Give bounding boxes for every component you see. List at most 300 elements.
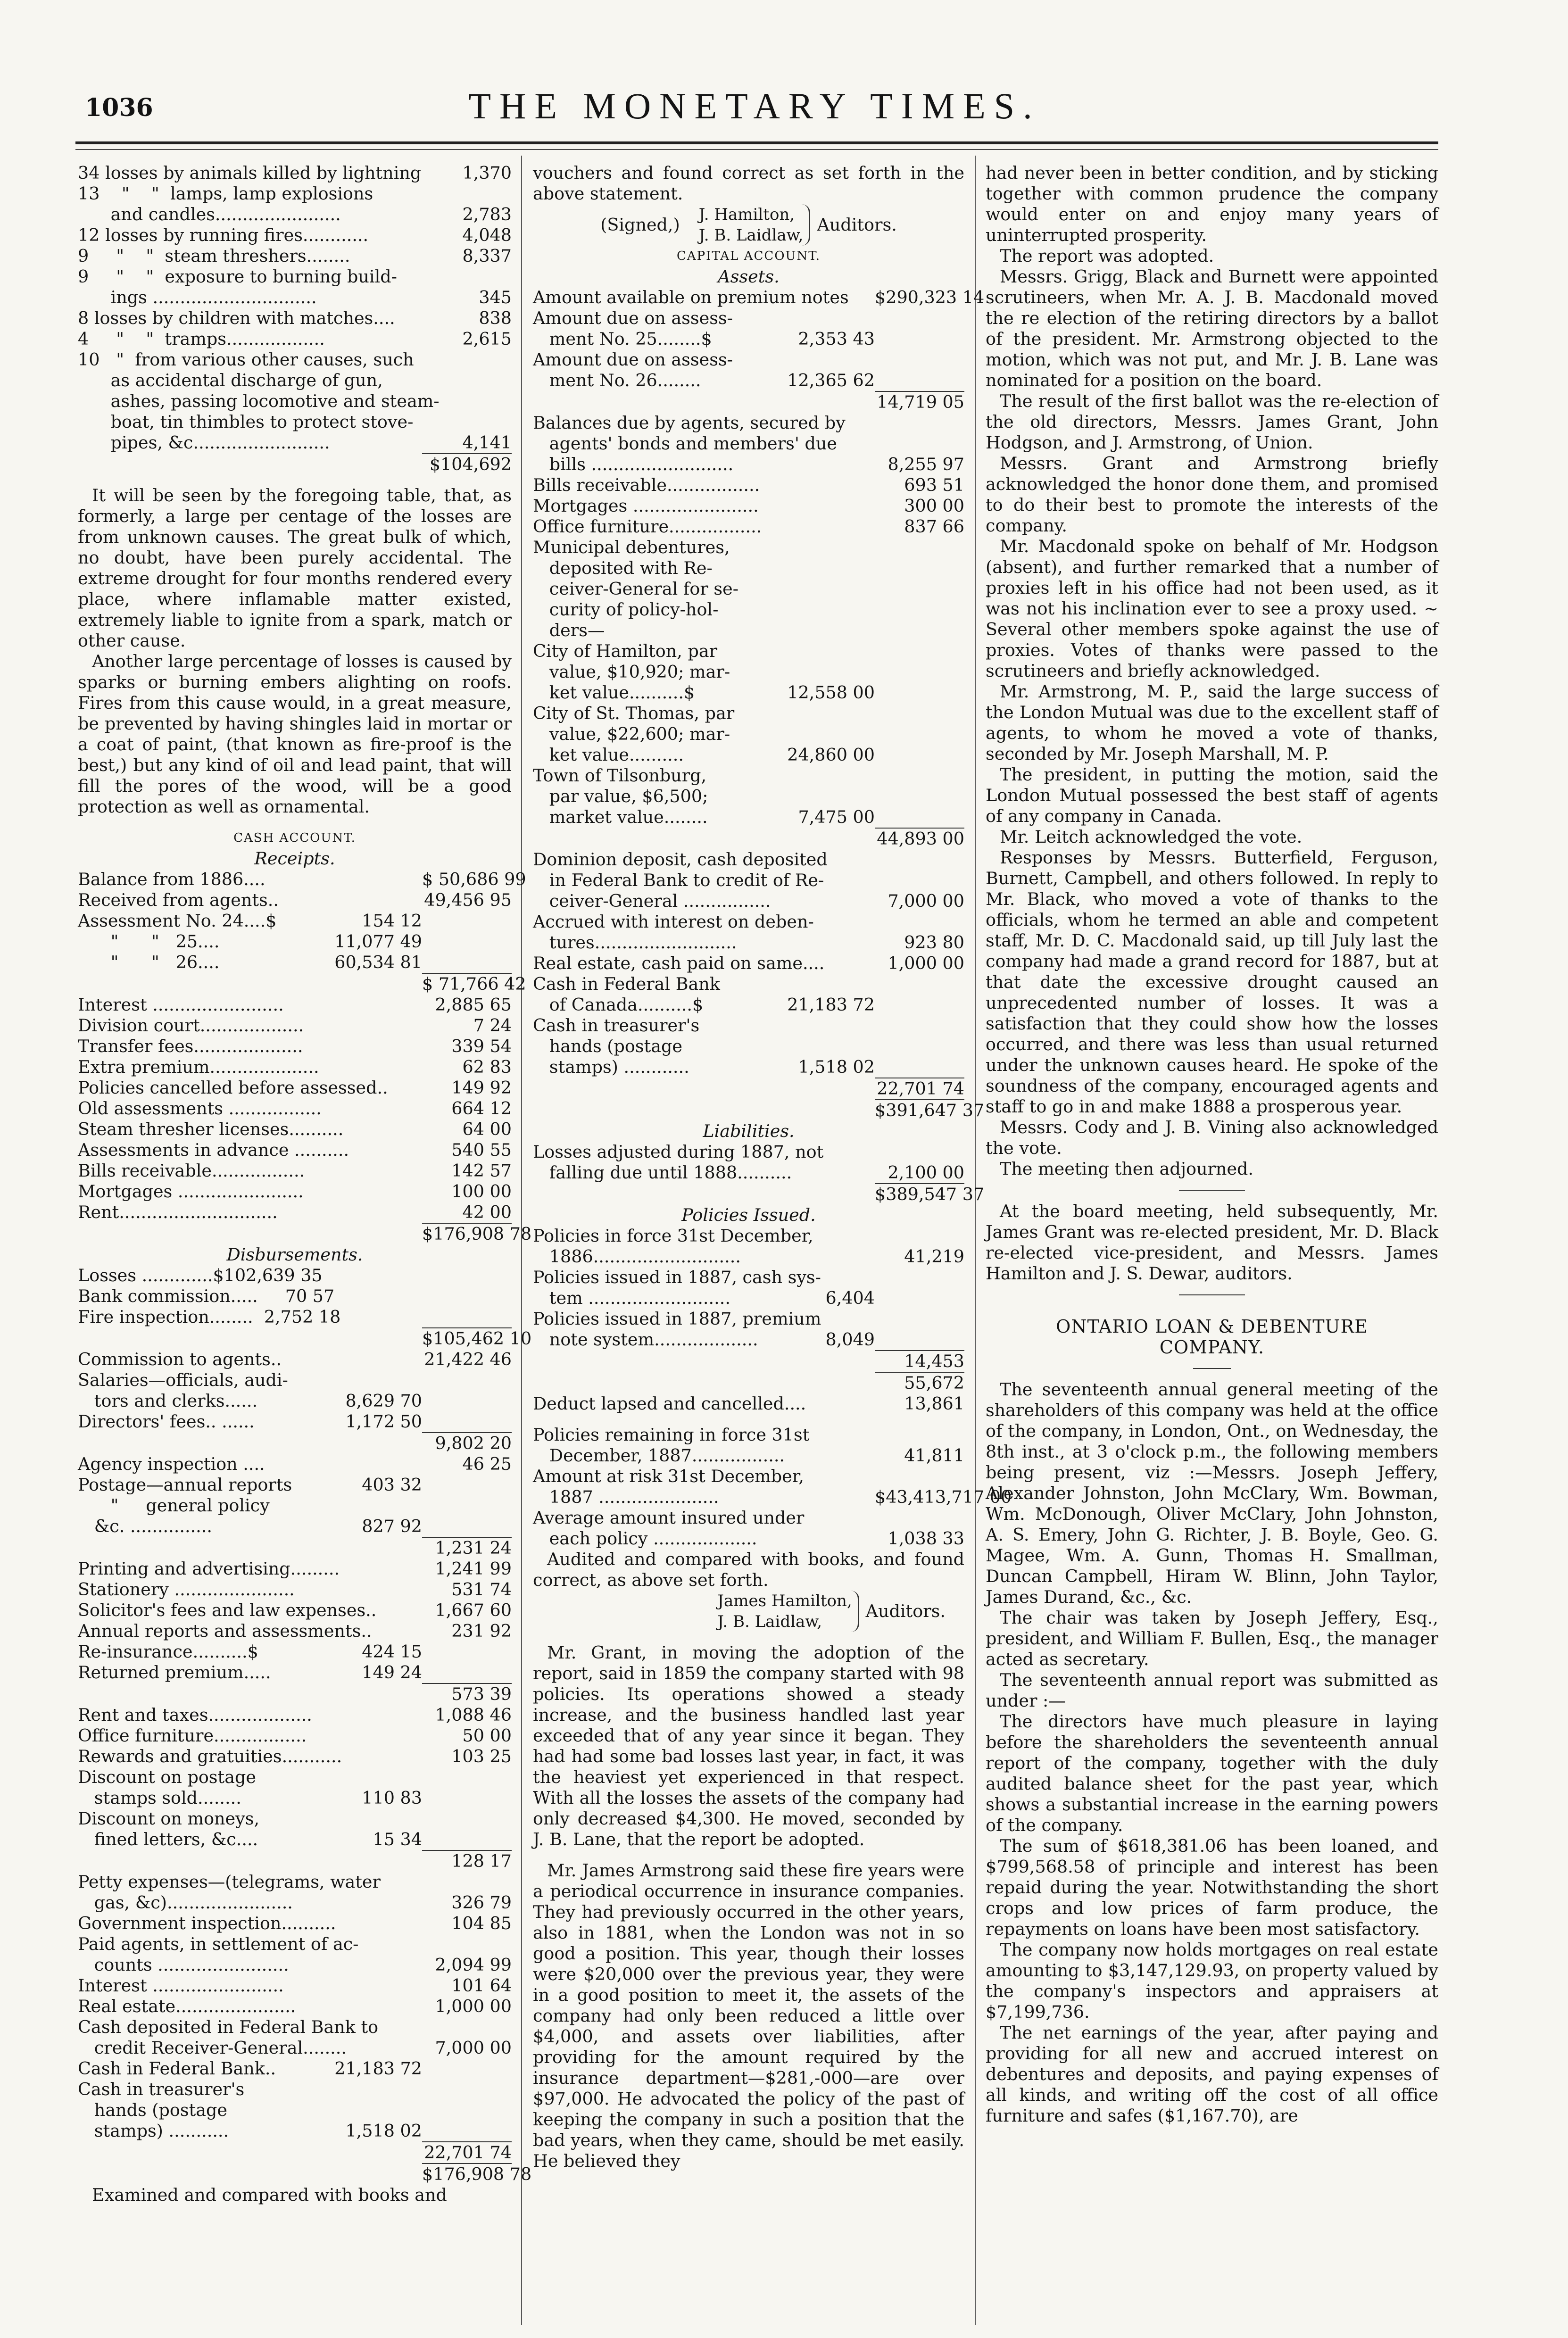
ledger-row <box>78 869 526 890</box>
ledger-row <box>533 1445 964 1466</box>
assets-table <box>533 849 964 1078</box>
subtotal: 22,701 74 <box>875 1078 964 1099</box>
ledger-label: 8 losses by children with matches.... <box>78 308 395 328</box>
ledger-label: Transfer fees.................... <box>78 1036 303 1056</box>
ledger-row <box>78 246 512 266</box>
paragraph: vouchers and found correct as set forth in the above statement. <box>533 163 964 204</box>
divider <box>1193 1368 1231 1369</box>
ledger-label: Policies remaining in force 31st <box>533 1425 810 1445</box>
ledger-inner-amount: 7,475 00 <box>798 807 875 827</box>
ledger-row <box>533 1487 1012 1508</box>
ledger-inner-amount: 403 32 <box>362 1475 422 1495</box>
ledger-label: 4 " " tramps.................. <box>78 329 325 349</box>
subtotal-row <box>533 1372 964 1393</box>
subtotal-row <box>78 1327 532 1349</box>
ledger-amount: 2,100 00 <box>888 1162 964 1183</box>
subtotal: 14,719 05 <box>875 391 964 413</box>
ledger-amount: 49,456 95 <box>424 890 512 910</box>
ledger-row <box>78 1265 512 1286</box>
ledger-inner-amount: 21,183 72 <box>787 995 875 1015</box>
ledger-amount: 1,241 99 <box>435 1559 512 1579</box>
subtotal: $105,462 10 <box>422 1328 532 1349</box>
ledger-row <box>533 287 985 308</box>
policies-table <box>533 1425 1012 1549</box>
ledger-row <box>533 370 964 391</box>
ledger-label: Commission to agents.. <box>78 1349 282 1369</box>
ledger-inner-amount: 8,629 70 <box>345 1391 422 1411</box>
ledger-label: ings .............................. <box>78 287 317 307</box>
paragraph: Mr. Armstrong, M. P., said the large success of the London Mutual was due to the excellent staff of agents, to whom he moved a vote of thanks, seconded by Mr. Joseph Marshall, M. P. <box>986 681 1438 764</box>
ledger-row <box>78 204 512 225</box>
paragraph: The company now holds mortgages on real estate amounting to $3,147,129.93, on property valued by the company's inspectors and appraisers at $7,199,736. <box>986 1940 1438 2022</box>
ledger-row <box>533 558 964 579</box>
article-heading: ONTARIO LOAN & DEBENTURE <box>1056 1316 1368 1337</box>
disbursements-total: $176,908 78 <box>422 2164 532 2184</box>
ledger-amount: 101 64 <box>451 1975 512 1996</box>
column-3 <box>986 163 1438 2322</box>
ledger-row <box>533 807 964 828</box>
subtotal-row <box>78 1432 512 1454</box>
paragraph: The meeting then adjourned. <box>1000 1159 1254 1179</box>
ledger-label: December, 1887................. <box>533 1445 785 1466</box>
ledger-inner-amount: 60,534 81 <box>334 952 422 972</box>
ledger-row <box>533 1162 964 1183</box>
subtotal-row <box>78 1537 512 1559</box>
ledger-label: Office furniture................. <box>78 1725 307 1746</box>
ledger-inner-amount: 1,172 50 <box>345 1411 422 1432</box>
ledger-label: boat, tin thimbles to protect stove- <box>78 412 414 432</box>
ledger-label: Division court................... <box>78 1015 304 1036</box>
subtotal: 9,802 20 <box>422 1432 512 1454</box>
ledger-label: ket value.......... <box>533 745 684 765</box>
ledger-row <box>78 391 512 412</box>
ledger-label: tures.......................... <box>533 932 737 953</box>
total-row <box>533 1099 985 1121</box>
disbursements-table <box>78 1872 512 2141</box>
ledger-row <box>533 765 964 786</box>
ledger-inner-amount: 6,404 <box>825 1288 875 1308</box>
column-1 <box>78 163 532 2322</box>
paragraph: The president, in putting the motion, said the London Mutual possessed the best staff of agents of any company in Canada. <box>986 764 1438 826</box>
ledger-row <box>78 1788 512 1808</box>
ledger-row <box>533 537 964 558</box>
ledger-row <box>533 662 964 682</box>
assets-table <box>533 287 985 391</box>
ledger-amount: 142 57 <box>451 1161 512 1181</box>
assets-table <box>533 413 964 828</box>
ledger-label: falling due until 1888.......... <box>533 1162 792 1183</box>
losses-table <box>78 163 512 453</box>
ledger-label: tors and clerks...... <box>78 1391 258 1411</box>
ledger-label: Average amount insured under <box>533 1508 805 1528</box>
ledger-row <box>533 1425 964 1445</box>
paragraph: The sum of $618,381.06 has been loaned, and $799,568.58 of principle and interest has been repaid during the year. Notwithstanding the short crops and low prices of farm produce, the repayments on loans have been most satisfactory. <box>986 1836 1438 1939</box>
ledger-amount: 7,000 00 <box>888 891 964 911</box>
ledger-label: Petty expenses—(telegrams, water <box>78 1872 381 1892</box>
ledger-label: Discount on postage <box>78 1767 256 1787</box>
liabilities-table <box>533 1142 964 1183</box>
ledger-row <box>533 454 964 475</box>
ledger-row <box>78 1181 512 1202</box>
ledger-amount: 42 00 <box>462 1202 512 1222</box>
ledger-label: stamps) ............ <box>533 1057 689 1077</box>
losses-total-row <box>78 453 512 475</box>
ledger-label: Directors' fees.. ...... <box>78 1411 255 1432</box>
subtotal-row <box>78 1850 512 1872</box>
ledger-row <box>533 995 964 1015</box>
ledger-amount: 531 74 <box>451 1579 512 1600</box>
ledger-row <box>78 1370 512 1391</box>
ledger-label: Mortgages ....................... <box>533 496 759 516</box>
ledger-amount: 50 00 <box>462 1725 512 1746</box>
ledger-inner-amount: 1,518 02 <box>798 1057 875 1077</box>
ledger-amount: 2,783 <box>462 204 512 224</box>
ledger-row <box>78 1642 512 1662</box>
ledger-label: Balances due by agents, secured by <box>533 413 846 433</box>
ledger-row <box>533 308 964 329</box>
auditors-signature <box>533 1591 964 1632</box>
ledger-row <box>78 287 512 308</box>
receipts-table <box>78 869 526 973</box>
auditor-name: J. B. Laidlaw, <box>717 1612 822 1631</box>
ledger-row <box>78 1119 512 1140</box>
sub-heading: Policies Issued. <box>681 1205 816 1225</box>
ledger-row <box>78 1829 512 1850</box>
ledger-row <box>533 329 964 349</box>
ledger-row <box>533 745 964 765</box>
policies-table <box>533 1226 964 1350</box>
paragraph: Examined and compared with books and <box>92 2185 447 2205</box>
ledger-amount: 13,861 <box>904 1393 964 1414</box>
subtotal-row <box>533 1350 964 1372</box>
ledger-row <box>533 620 964 641</box>
auditors-signature <box>533 204 964 246</box>
ledger-label: fined letters, &c.... <box>78 1829 258 1849</box>
ledger-amount: 2,094 99 <box>435 1955 512 1975</box>
ledger-row <box>78 2038 512 2058</box>
ledger-label: Rent............................. <box>78 1202 278 1222</box>
ledger-label: ceiver-General for se- <box>533 579 739 599</box>
ledger-inner-amount: 24,860 00 <box>787 745 875 765</box>
ledger-label: value, $22,600; mar- <box>533 724 730 744</box>
page-number: 1036 <box>85 93 153 122</box>
losses-total: $104,692 <box>422 453 512 475</box>
ledger-amount: 1,667 60 <box>435 1600 512 1620</box>
ledger-amount: 41,811 <box>904 1445 964 1466</box>
ledger-label: Real estate...................... <box>78 1996 296 2016</box>
ledger-amount: 8,337 <box>462 246 512 266</box>
ledger-label: Cash in treasurer's <box>78 2079 245 2099</box>
ledger-label: Policies cancelled before assessed.. <box>78 1078 388 1098</box>
paragraph: The chair was taken by Joseph Jeffery, Esq., president, and William F. Bullen, Esq., the manager acted as secretary. <box>986 1608 1438 1669</box>
ledger-row <box>533 912 964 932</box>
ledger-amount: 100 00 <box>451 1181 512 1202</box>
total-row <box>78 1223 532 1244</box>
ledger-label: of Canada..........$ <box>533 995 704 1015</box>
paragraph: It will be seen by the foregoing table, that, as formerly, a large per centage of the losses are from unknown causes. The great bulk of which, no doubt, have been purely accidental. The extreme drought for four months rendered every place, where inflamable matter existed, extremely liable to ignite from a spark, match or other cause. <box>78 485 512 651</box>
ledger-row <box>78 1975 512 1996</box>
ledger-label: Salaries—officials, audi- <box>78 1370 288 1390</box>
ledger-row <box>533 974 964 995</box>
disbursements-table <box>78 1265 512 1327</box>
ledger-label: Printing and advertising......... <box>78 1559 340 1579</box>
ledger-row <box>533 953 964 974</box>
ledger-amount: 664 12 <box>451 1098 512 1119</box>
ledger-row <box>78 1705 512 1725</box>
ledger-label: Policies issued in 1887, premium <box>533 1309 821 1329</box>
paragraph: The result of the first ballot was the re-election of the old directors, Messrs. James Grant, John Hodgson, and J. Armstrong, of Union. <box>986 391 1438 453</box>
article-heading-2: COMPANY. <box>1159 1337 1265 1358</box>
paragraph: The net earnings of the year, after paying and providing for all new and accrued interest on debentures and deposits, and paying expenses of all kinds, and writing off the cost of all office furniture and safes ($1,167.70), are <box>986 2023 1438 2126</box>
paragraph: Messrs. Grant and Armstrong briefly acknowledged the honor done them, and promised to do their best to promote the interests of the company. <box>986 453 1438 536</box>
paragraph: Responses by Messrs. Butterfield, Ferguson, Burnett, Campbell, and others followed. In reply to Mr. Black, who moved a vote of thanks to the officials, whom he termed an able and competent staff, Mr. D. C. Macdonald said, up till July last the company had made a grand record for 1887, but at that date the excessive drought caused an unprecedented number of losses. It was a satisfaction that they could show how the losses occurred, and there was less than usual returned under the unknown causes heard. He spoke of the soundness of the company, encouraged agents and staff to go in and make 1888 a prosperous year. <box>986 847 1438 1117</box>
paragraph: Messrs. Grigg, Black and Burnett were appointed scrutineers, when Mr. A. J. B. Macdonald moved the re election of the retiring directors by a ballot of the president. Mr. Armstrong objected to the motion, which was not put, and Mr. J. B. Lane was nominated for a position on the board. <box>986 266 1438 390</box>
disbursements-table <box>78 1454 512 1537</box>
ledger-label: hands (postage <box>78 2100 227 2120</box>
paragraph: Messrs. Cody and J. B. Vining also acknowledged the vote. <box>986 1117 1438 1158</box>
ledger-row <box>78 1662 512 1683</box>
ledger-row <box>78 1015 512 1036</box>
ledger-label: Solicitor's fees and law expenses.. <box>78 1600 377 1620</box>
ledger-row <box>78 225 512 246</box>
ledger-label: Losses .............$102,639 35 <box>78 1265 323 1285</box>
ledger-label: Municipal debentures, <box>533 537 730 557</box>
ledger-label: as accidental discharge of gun, <box>78 370 383 390</box>
ledger-row <box>78 1349 512 1370</box>
ledger-label: 13 " " lamps, lamp explosions <box>78 183 373 204</box>
subtotal-row <box>533 1078 964 1099</box>
ledger-label: 1886........................... <box>533 1246 741 1267</box>
ledger-label: 9 " " steam threshers........ <box>78 246 350 266</box>
ledger-row <box>533 870 964 891</box>
ledger-row <box>533 891 964 912</box>
ledger-label: Balance from 1886.... <box>78 869 265 889</box>
ledger-label: ders— <box>533 620 605 640</box>
ledger-row <box>78 183 512 204</box>
ledger-label: 34 losses by animals killed by lightning <box>78 163 422 183</box>
page-header <box>71 85 1438 137</box>
ledger-row <box>78 412 512 432</box>
paragraph: had never been in better condition, and by sticking together with common prudence the company would enter on and enjoy many years of uninterrupted prosperity. <box>986 163 1438 245</box>
ledger-row <box>78 2017 512 2038</box>
ledger-amount: 923 80 <box>904 932 964 953</box>
ledger-row <box>78 1559 512 1579</box>
ledger-amount: 1,000 00 <box>435 1996 512 2016</box>
signed-label: (Signed,) <box>600 215 680 235</box>
sub-heading: Liabilities. <box>703 1121 795 1141</box>
ledger-label: Policies in force 31st December, <box>533 1226 813 1246</box>
ledger-row <box>533 1036 964 1057</box>
ledger-row <box>78 1746 512 1767</box>
ledger-row <box>78 952 512 973</box>
ledger-inner-amount: 110 83 <box>362 1788 422 1808</box>
ledger-label: Steam thresher licenses.......... <box>78 1119 344 1139</box>
ledger-amount: 345 <box>479 287 512 307</box>
paragraph: Mr. James Armstrong said these fire years were a periodical occurrence in insurance companies. They had previously occurred in the other years, also in 1881, when the London was not in so good a position. This year, though their losses were $20,000 over the previous year, they were in a good position to meet it, the assets of the company had only been reduced a little over $4,000, and assets over liabilities, after providing for the amount required by the insurance department—$281,-000—are over $97,000. He advocated the policy of the past of keeping the company in such a position that the bad years, when they came, should be met easily. He believed they <box>533 1860 964 2171</box>
ledger-amount: 4,048 <box>462 225 512 245</box>
subtotal-row <box>533 391 964 413</box>
ledger-amount: $290,323 14 <box>875 287 985 307</box>
ledger-amount: 2,885 65 <box>435 995 512 1015</box>
ledger-row <box>78 1872 512 1892</box>
divider <box>1179 1294 1245 1295</box>
ledger-label: counts ........................ <box>78 1955 289 1975</box>
ledger-row <box>78 931 512 952</box>
ledger-label: stamps) ........... <box>78 2121 229 2141</box>
sub-heading: Receipts. <box>254 848 335 869</box>
ledger-row <box>78 890 512 911</box>
ledger-row <box>78 432 512 453</box>
header-rule-thin <box>75 149 1438 150</box>
ledger-label: Fire inspection........ 2,752 18 <box>78 1307 341 1327</box>
subtotal: 44,893 00 <box>875 828 964 849</box>
ledger-label: &c. ............... <box>78 1516 212 1536</box>
ledger-label: Government inspection.......... <box>78 1913 336 1933</box>
ledger-row <box>78 1411 512 1432</box>
ledger-row <box>78 349 512 370</box>
ledger-amount: 62 83 <box>462 1057 512 1077</box>
ledger-inner-amount: 21,183 72 <box>334 2058 422 2079</box>
auditors-label: Auditors. <box>817 215 897 235</box>
ledger-amount: 693 51 <box>904 475 964 495</box>
paragraph: The seventeenth annual report was submitted as under :— <box>986 1670 1438 1711</box>
ledger-label: curity of policy-hol- <box>533 599 719 620</box>
ledger-row <box>78 1078 512 1098</box>
disbursements-table <box>78 1349 512 1432</box>
sub-heading: Disbursements. <box>226 1244 363 1265</box>
ledger-row <box>533 1267 964 1288</box>
ledger-label: Extra premium.................... <box>78 1057 319 1077</box>
total-row <box>533 1183 985 1205</box>
ledger-label: 9 " " exposure to burning build- <box>78 266 397 287</box>
ledger-amount: 21,422 46 <box>424 1349 512 1369</box>
ledger-row <box>533 682 964 703</box>
ledger-row <box>533 786 964 807</box>
receipts-total: $176,908 78 <box>422 1224 532 1244</box>
ledger-row <box>533 579 964 599</box>
ledger-row <box>78 1600 512 1621</box>
assets-total: $391,647 37 <box>875 1100 985 1120</box>
ledger-label: Received from agents.. <box>78 890 279 910</box>
ledger-amount: 46 25 <box>462 1454 512 1474</box>
ledger-label: Interest ........................ <box>78 995 284 1015</box>
section-heading: CASH ACCOUNT. <box>233 831 356 845</box>
ledger-label: pipes, &c......................... <box>78 432 330 453</box>
ledger-label: Bills receivable................. <box>78 1161 305 1181</box>
paragraph: Mr. Grant, in moving the adoption of the report, said in 1859 the company started with 98 policies. Its operations showed a steady increase, and the business handled last year exceeded that of any year since it began. They had had some bad losses last year, in fact, it was the heaviest yet experienced in that respect. With all the losses the assets of the company had only decreased $4,300. He moved, seconded by J. B. Lane, that the report be adopted. <box>533 1642 964 1849</box>
auditor-name: J. B. Laidlaw, <box>698 226 804 245</box>
ledger-label: Discount on moneys, <box>78 1808 260 1829</box>
ledger-row <box>533 1057 964 1078</box>
ledger-amount: 1,088 46 <box>435 1705 512 1725</box>
ledger-amount: 149 92 <box>451 1078 512 1098</box>
ledger-label: Returned premium..... <box>78 1662 271 1683</box>
ledger-label: Agency inspection .... <box>78 1454 265 1474</box>
ledger-label: credit Receiver-General........ <box>78 2038 347 2058</box>
ledger-row <box>78 2058 512 2079</box>
ledger-inner-amount: 1,518 02 <box>345 2121 422 2141</box>
ledger-label: note system................... <box>533 1329 758 1350</box>
ledger-label: Town of Tilsonburg, <box>533 765 707 786</box>
ledger-amount: 231 92 <box>451 1621 512 1641</box>
subtotal: 55,672 <box>875 1372 964 1393</box>
ledger-row <box>78 308 512 329</box>
ledger-row <box>533 1309 964 1329</box>
ledger-inner-amount: 15 34 <box>373 1829 422 1849</box>
ledger-label: Bills receivable................. <box>533 475 760 495</box>
ledger-amount: 1,000 00 <box>888 953 964 973</box>
ledger-row <box>78 163 512 183</box>
ledger-inner-amount: 12,365 62 <box>787 370 875 390</box>
paragraph: Mr. Leitch acknowledged the vote. <box>1000 827 1303 847</box>
paragraph: The directors have much pleasure in laying before the shareholders the seventeenth annual report of the company, together with the duly audited balance sheet for the past year, which shows a substantial increase in the earning powers of the company. <box>986 1711 1438 1835</box>
ledger-row <box>533 703 964 724</box>
liabilities-total: $389,547 37 <box>875 1184 985 1204</box>
auditor-name: J. Hamilton, <box>698 205 795 224</box>
ledger-row <box>533 932 964 953</box>
sub-heading: Assets. <box>718 266 780 287</box>
ledger-label: Assessments in advance .......... <box>78 1140 349 1160</box>
ledger-amount: 1,370 <box>462 163 512 183</box>
paragraph: Audited and compared with books, and found correct, as above set forth. <box>533 1549 964 1590</box>
subtotal: 14,453 <box>875 1350 964 1372</box>
ledger-label: Rewards and gratuities........... <box>78 1746 342 1766</box>
policies-table <box>533 1393 964 1414</box>
ledger-amount: 2,615 <box>462 329 512 349</box>
ledger-label: ment No. 25........$ <box>533 329 712 349</box>
ledger-row <box>78 911 512 931</box>
ledger-row <box>78 1808 512 1829</box>
ledger-row <box>533 475 964 496</box>
receipts-table <box>78 995 512 1223</box>
ledger-row <box>78 1057 512 1078</box>
ledger-label: Paid agents, in settlement of ac- <box>78 1934 359 1954</box>
ledger-label: Rent and taxes................... <box>78 1705 312 1725</box>
ledger-label: bills .......................... <box>533 454 734 474</box>
ledger-row <box>533 1015 964 1036</box>
ledger-label: Real estate, cash paid on same.... <box>533 953 825 973</box>
ledger-amount: 339 54 <box>451 1036 512 1056</box>
subtotal-row <box>78 973 526 995</box>
ledger-amount: 64 00 <box>462 1119 512 1139</box>
ledger-label: Postage—annual reports <box>78 1475 292 1495</box>
ledger-row <box>78 1161 512 1181</box>
ledger-label: ment No. 26........ <box>533 370 701 390</box>
ledger-label: in Federal Bank to credit of Re- <box>533 870 824 890</box>
ledger-amount: 540 55 <box>451 1140 512 1160</box>
ledger-label: " general policy <box>78 1495 270 1516</box>
ledger-label: tem .......................... <box>533 1288 730 1308</box>
ledger-row <box>78 1621 512 1642</box>
ledger-row <box>78 1307 512 1327</box>
ledger-row <box>78 370 512 391</box>
ledger-label: 12 losses by running fires............ <box>78 225 369 245</box>
ledger-row <box>533 433 964 454</box>
disbursements-table <box>78 1559 512 1683</box>
ledger-label: value, $10,920; mar- <box>533 662 730 682</box>
ledger-row <box>78 1140 512 1161</box>
ledger-row <box>533 1329 964 1350</box>
subtotal-row <box>533 828 964 849</box>
ledger-row <box>78 2121 512 2141</box>
ledger-amount: 7 24 <box>473 1015 512 1036</box>
ledger-label: Amount at risk 31st December, <box>533 1466 804 1486</box>
ledger-label: ket value..........$ <box>533 682 695 703</box>
ledger-label: par value, $6,500; <box>533 786 708 806</box>
ledger-label: each policy ................... <box>533 1528 757 1549</box>
ledger-inner-amount: 2,353 43 <box>798 329 875 349</box>
ledger-row <box>78 1202 512 1223</box>
